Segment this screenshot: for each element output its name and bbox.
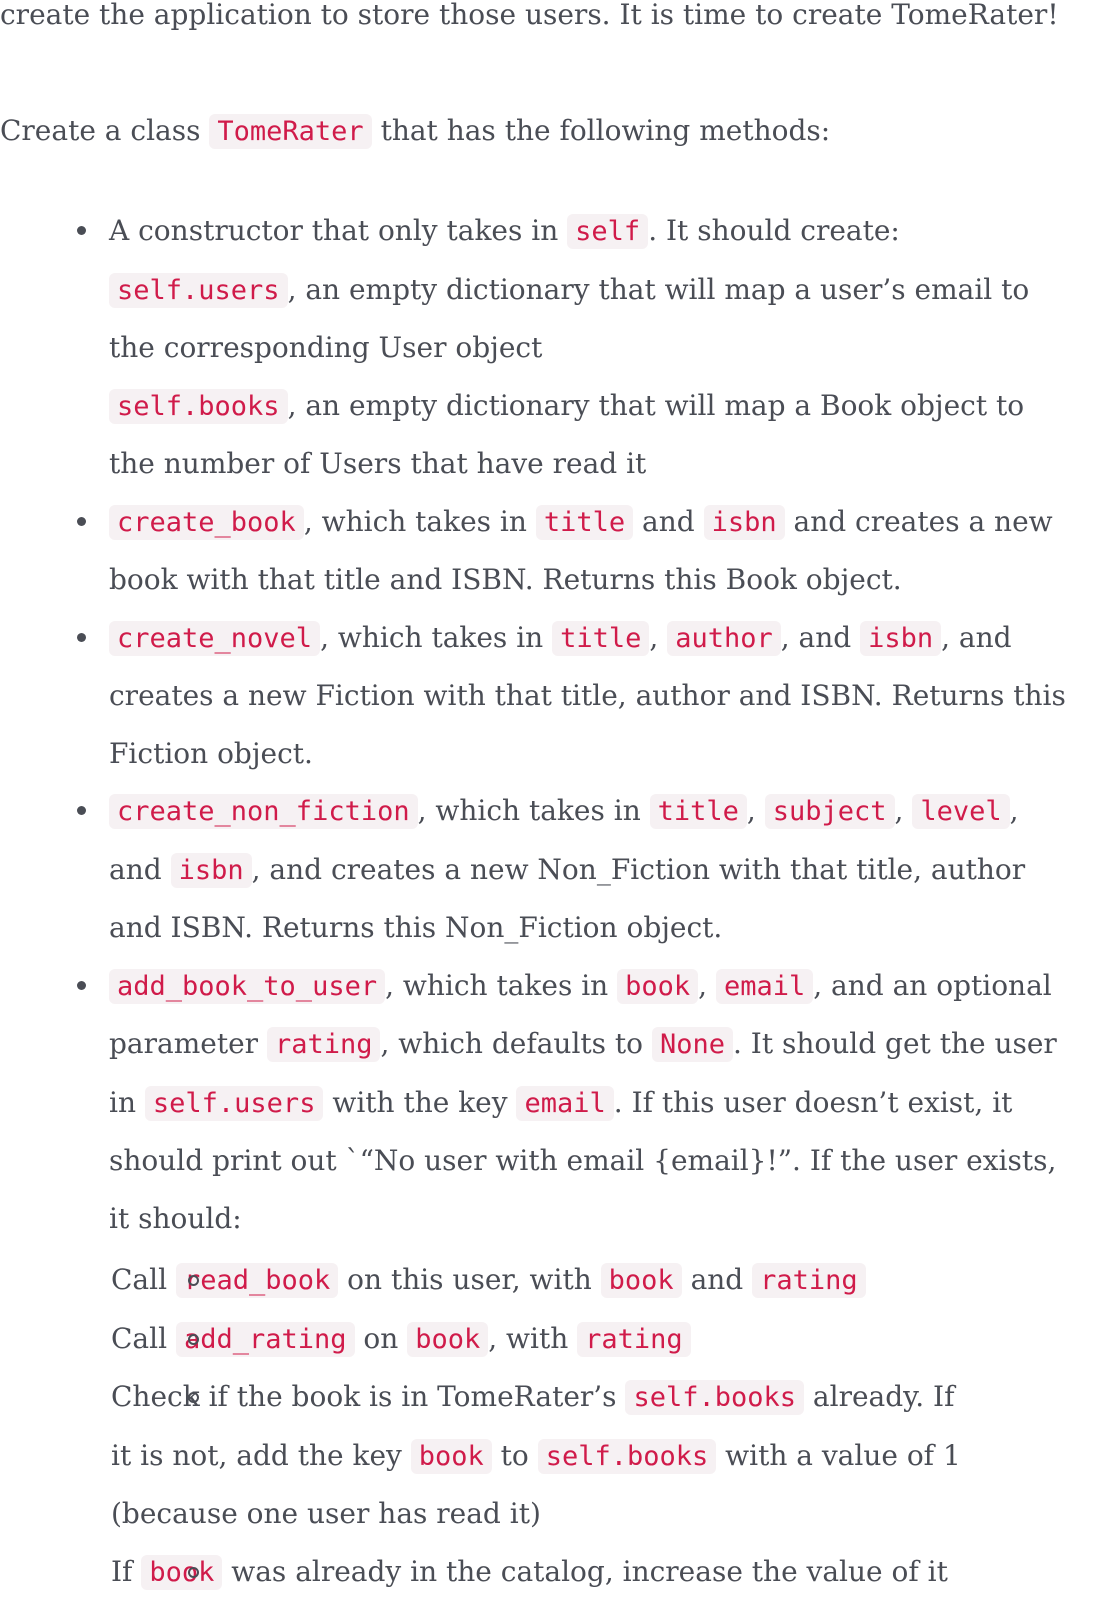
- text-span: Create a class: [0, 114, 209, 147]
- text-span: , which takes in: [304, 505, 536, 538]
- text-span: parameter: [109, 1027, 267, 1060]
- text-span: Check if the book is in TomeRater’s: [111, 1380, 625, 1413]
- list-item-add-book-to-user: [0, 957, 1112, 1601]
- class-paragraph: [0, 102, 1112, 161]
- code-self-books: self.books: [625, 1380, 804, 1415]
- steps-list: [109, 1251, 1112, 1601]
- code-rating: rating: [267, 1027, 381, 1062]
- text-span: and: [633, 505, 703, 538]
- intro-paragraph: [0, 0, 1112, 44]
- list-item-constructor: [0, 202, 1112, 493]
- text-span: , an empty dictionary that will map a Book object to: [288, 389, 1025, 422]
- text-span: , and: [781, 621, 860, 654]
- text-span: A constructor that only takes in: [109, 214, 567, 247]
- text-span: . It should create:: [648, 214, 900, 247]
- code-isbn: isbn: [860, 621, 941, 656]
- code-tomerater: TomeRater: [209, 114, 371, 149]
- code-self-books: self.books: [538, 1439, 717, 1474]
- text-span: . If this user doesn’t exist, it: [614, 1086, 1013, 1119]
- text-span: on this user, with: [338, 1263, 600, 1296]
- text-span: Call: [111, 1263, 176, 1296]
- intro-text: create the application to store those users. It is time to create TomeRater!: [0, 0, 1059, 31]
- text-span: to: [492, 1439, 538, 1472]
- code-self-users: self.users: [109, 273, 288, 308]
- text-line: the number of Users that have read it: [109, 435, 1112, 493]
- code-email: email: [716, 969, 813, 1004]
- list-item-create-book: [0, 493, 1112, 609]
- text-span: it is not, add the key: [111, 1439, 411, 1472]
- text-span: , which takes in: [418, 794, 650, 827]
- text-span: , and: [941, 621, 1011, 654]
- text-span: with a value of 1: [716, 1439, 961, 1472]
- code-isbn: isbn: [171, 853, 252, 888]
- code-subject: subject: [765, 794, 895, 829]
- text-line: book with that title and ISBN. Returns this Book object.: [109, 551, 1112, 609]
- text-span: that has the following methods:: [372, 114, 831, 147]
- code-book: book: [617, 969, 698, 1004]
- code-email: email: [516, 1086, 613, 1121]
- code-self-books: self.books: [109, 389, 288, 424]
- list-item-create-novel: [0, 609, 1112, 783]
- text-span: ,: [895, 794, 913, 827]
- text-span: ,: [1010, 794, 1019, 827]
- text-span: was already in the catalog, increase the value of it: [222, 1555, 947, 1588]
- text-span: , which takes in: [320, 621, 552, 654]
- text-line: the corresponding User object: [109, 319, 1112, 377]
- code-author: author: [667, 621, 781, 656]
- text-span: and: [682, 1263, 752, 1296]
- text-line: should print out `“No user with email {email}!”. If the user exists,: [109, 1132, 1112, 1190]
- text-span: ,: [698, 969, 716, 1002]
- code-none: None: [652, 1027, 733, 1062]
- text-span: ,: [649, 621, 667, 654]
- code-add-rating: add_rating: [176, 1322, 355, 1357]
- text-span: , which takes in: [385, 969, 617, 1002]
- text-line: (because one user has read it): [111, 1485, 1112, 1543]
- code-add-book-to-user: add_book_to_user: [109, 969, 385, 1004]
- text-span: Call: [111, 1322, 176, 1355]
- code-book: book: [141, 1555, 222, 1590]
- code-rating: rating: [577, 1322, 691, 1357]
- code-self-users: self.users: [145, 1086, 324, 1121]
- text-span: If: [111, 1555, 141, 1588]
- text-span: , and creates a new Non_Fiction with that title, author: [252, 853, 1026, 886]
- code-book: book: [411, 1439, 492, 1474]
- methods-list: [0, 202, 1112, 1601]
- code-create-non-fiction: create_non_fiction: [109, 794, 418, 829]
- text-line: it should:: [109, 1190, 1112, 1248]
- text-span: with the key: [323, 1086, 516, 1119]
- text-span: , and an optional: [813, 969, 1052, 1002]
- text-span: , an empty dictionary that will map a user’s email to: [288, 273, 1030, 306]
- text-span: on: [355, 1322, 408, 1355]
- code-rating: rating: [752, 1263, 866, 1298]
- text-span: ,: [747, 794, 765, 827]
- text-span: , with: [488, 1322, 577, 1355]
- code-isbn: isbn: [704, 505, 785, 540]
- list-item-create-non-fiction: [0, 782, 1112, 957]
- code-title: title: [536, 505, 633, 540]
- text-line: Fiction object.: [109, 725, 1112, 783]
- text-line: and ISBN. Returns this Non_Fiction object.: [109, 899, 1112, 957]
- text-line: creates a new Fiction with that title, author and ISBN. Returns this: [109, 667, 1112, 725]
- text-span: in: [109, 1086, 145, 1119]
- step-item-add-rating: [0, 1310, 1112, 1369]
- code-book: book: [407, 1322, 488, 1357]
- step-item-increase-value: [0, 1543, 1112, 1601]
- code-read-book: read_book: [176, 1263, 338, 1298]
- step-item-read-book: [0, 1251, 1112, 1310]
- code-level: level: [912, 794, 1009, 829]
- text-span: and: [109, 853, 171, 886]
- text-span: , which defaults to: [380, 1027, 651, 1060]
- code-create-book: create_book: [109, 505, 304, 540]
- code-title: title: [650, 794, 747, 829]
- text-span: and creates a new: [785, 505, 1053, 538]
- text-span: . It should get the user: [733, 1027, 1057, 1060]
- code-create-novel: create_novel: [109, 621, 320, 656]
- step-item-check-books: [0, 1368, 1112, 1543]
- code-self: self: [567, 214, 648, 249]
- code-title: title: [552, 621, 649, 656]
- text-span: already. If: [804, 1380, 954, 1413]
- code-book: book: [601, 1263, 682, 1298]
